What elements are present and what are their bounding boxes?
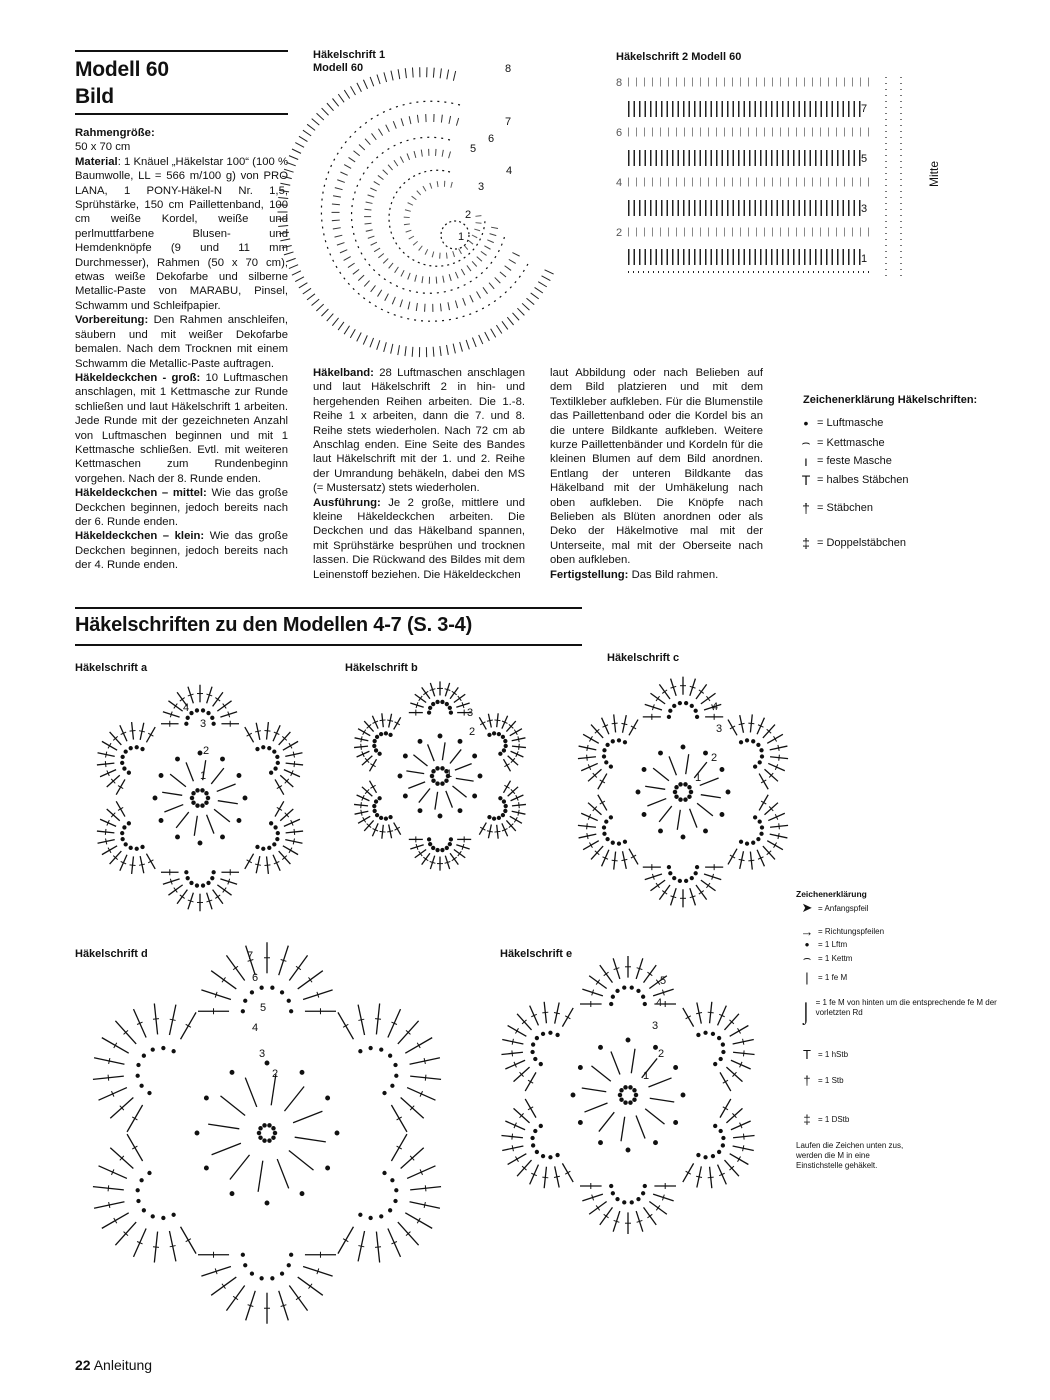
chart2-row-4: 4 [616,177,623,189]
material-text: : 1 Knäuel „Häkelstar 100“ (100 % Baumwolle, LL = 566 m/100 g) von PRO LANA, 1 PONY-Häkel-N Nr. 1,5, Sprühstärke, 150 cm Paillettenband, 100 cm weiße Kordel, weiße und perlmuttfarbene Blusen- und Hemdenknöpfe (9 und 11 mm Durchmesser), Rahmen (50 x 70 cm), etwas weiße Dekofarbe und silberne Metallic-Paste von MARABU, Pinsel, Schwamm und Schleifpapier. [75,155,288,312]
half-stitch-icon: T [801,472,811,488]
legend2-note: Laufen die Zeichen unten zus, werden die M in eine Einstichstelle gehäkelt. [796,1141,904,1170]
chart-d-round-5: 5 [260,1002,267,1014]
vorbereitung-text: Den Rahmen anschleifen, säubern und mit weißer Dekofarbe bemalen. Nach dem Trocknen mit einem Schwamm die Metallic-Paste auftragen. [75,314,288,370]
chart-d-label: Häkelschrift d [75,948,148,960]
chart1-label-line1: Häkelschrift 1 [313,49,386,61]
chart1-label-line2: Modell 60 [313,62,364,74]
dot-icon: • [803,415,809,431]
chart2-diagram [616,72,941,282]
legend1-item-text: = Kettmasche [817,436,885,449]
chart1-rings [282,72,550,352]
legend1-item-text: = Luftmasche [817,417,884,429]
text-column-right [550,366,763,582]
chart1-round-2: 2 [465,209,472,221]
legend2-item-fem-hinten [796,998,1021,1028]
legend2-item-hstb [796,1047,848,1062]
legend1-item-doppelstaebchen [795,535,906,551]
ausf-label: Ausführung: [313,496,381,509]
legend1-item-feste-masche [795,453,892,469]
chart2-row-2: 2 [616,227,623,239]
header-rule-bottom [75,113,288,115]
chart2-mitte-label: Mitte [927,160,941,187]
chart-e-diagram [480,955,770,1245]
legend1-item-luftmasche [795,415,883,431]
hook-bar-icon: ⌡ [799,1002,812,1024]
chart1-round-8: 8 [505,63,512,75]
legend2-item-text: = Anfangspfeil [818,903,869,913]
legend2-item-anfangspfeil [796,900,868,916]
chart-c-round-4: 4 [712,701,719,713]
chart-e-round-3: 3 [652,1020,659,1032]
fertig-text: Das Bild rahmen. [628,568,719,581]
dot-icon: • [804,937,810,952]
chart-c-round-1: 1 [695,772,702,784]
chart1-diagram [300,60,560,360]
legend1-item-kettmasche [795,434,885,451]
klein-text: Wie das große Deckchen beginnen, jedoch bereits nach der 4. Runde enden. [75,530,288,572]
chart2-row-7: 7 [861,103,868,115]
legend2-item-text: = 1 Kettm [818,953,853,963]
chart-a-round-2: 2 [203,745,210,757]
chart1-round-6: 6 [488,133,495,145]
chart2-row-6: 6 [616,127,623,139]
legend1-item-text: = Doppelstäbchen [817,537,906,549]
rahmen-label: Rahmengröße: [75,127,155,139]
title-line-2: Bild [75,85,114,108]
page-title [75,56,169,110]
band-label: Häkelband: [313,367,374,379]
chart-e-round-4: 4 [656,997,663,1009]
page-number: 22 [75,1357,91,1373]
page-footer [75,1357,152,1373]
chart-d-round-4: 4 [252,1022,259,1034]
chart-c-round-3: 3 [716,723,723,735]
mittel-text: Wie das große Deckchen beginnen, jedoch bereits nach der 6. Runde enden. [75,487,288,528]
stitch-icon: † [803,1073,811,1088]
chart-a-label: Häkelschrift a [75,662,148,674]
chart-c-round-2: 2 [711,752,718,764]
chart-d-round-7: 7 [247,950,254,962]
chart-b-diagram [340,678,540,878]
legend2-item-text: = 1 Lftm [818,940,848,949]
chart-e-round-5: 5 [660,975,667,987]
section2-rule-bottom [75,644,582,646]
chart-e-label: Häkelschrift e [500,948,573,960]
klein-label: Häkeldeckchen – klein: [75,530,205,543]
legend2-item-text: = 1 hStb [818,1050,849,1059]
double-stitch-icon: ‡ [802,535,810,551]
legend1-item-text: = halbes Stäbchen [817,474,909,486]
legend2-item-kettm [796,950,852,966]
legend2-item-dstb [796,1112,849,1127]
footer-section: Anleitung [93,1357,153,1373]
chart-d-round-6: 6 [252,972,259,984]
chart-c-diagram [555,672,805,912]
mittel-label: Häkeldeckchen – mittel: [75,487,207,500]
chart2-row-1: 1 [861,253,868,265]
title-line-1: Modell 60 [75,58,169,81]
chart-d-round-3: 3 [259,1048,266,1060]
chart1-round-5: 5 [470,143,477,155]
legend2-item-fem [796,970,847,985]
chart-e-round-1: 1 [643,1070,650,1082]
chart1-round-1: 1 [458,231,465,243]
stitch-icon: † [802,500,810,516]
chart-b-round-3: 3 [467,707,474,719]
chart-c-label: Häkelschrift c [607,652,680,664]
chart-b-round-2: 2 [469,726,476,738]
text-column-left [75,126,288,573]
bar-icon: ı [804,453,808,469]
chart-a-round-3: 3 [200,718,207,730]
rahmen-value: 50 x 70 cm [75,141,131,154]
half-stitch-icon: T [803,1047,811,1062]
chart-b-round-1: 1 [446,768,453,780]
chart-e-round-2: 2 [658,1048,665,1060]
legend2-title: Zeichenerklärung [796,889,867,899]
legend2-item-text: = Richtungspfeilen [818,927,885,936]
legend1-item-halbes-staebchen [795,472,908,488]
vorbereitung-label: Vorbereitung: [75,314,149,327]
legend2-item-text: = 1 DStb [818,1115,850,1124]
ausf-text: Je 2 große, mittlere und kleine Häkeldeckchen arbeiten. Die Deckchen und das Häkelband spannen, mit Sprühstärke besprühen und trocknen lassen. Die Rückwand des Bildes mit dem Leinenstoff beziehen. Die Häkeldeckchen [313,496,525,581]
direction-arrow-icon: → [800,924,814,939]
section2-title: Häkelschriften zu den Modellen 4-7 (S. 3-4) [75,614,473,636]
section2-rule-top [75,607,582,609]
legend1-title: Zeichenerklärung Häkelschriften: [803,394,978,406]
double-stitch-icon: ‡ [803,1112,811,1127]
fertig-label: Fertigstellung: [550,568,629,581]
chart2-row-5: 5 [861,153,868,165]
bar-icon: | [805,970,809,985]
chart1-round-7: 7 [505,116,512,128]
legend2-item-text: = 1 fe M von hinten um die entsprechende fe M der vorletzten Rd [815,998,997,1017]
legend2-item-text: = 1 Stb [818,1076,844,1085]
chart-a-round-4: 4 [183,702,190,714]
legend1-item-text: = feste Masche [817,455,892,467]
chart2-row-8: 8 [616,77,623,89]
start-arrow-icon: ➤ [801,900,813,915]
material-label: Material [75,155,118,168]
gross-label: Häkeldeckchen - groß: [75,371,201,384]
chart-d-round-2: 2 [272,1068,279,1080]
chart-b-label: Häkelschrift b [345,662,418,674]
legend1-item-text: = Stäbchen [817,502,873,514]
legend2-item-text: = 1 fe M [818,973,848,982]
chart-d-diagram [72,938,462,1328]
chart1-round-3: 3 [478,181,485,193]
chart-a-diagram [72,680,322,915]
right-text: laut Abbildung oder nach Belieben auf dem Bild platzieren und mit dem Textilkleber aufkleben. Für die Blumenstile das Paillettenband oder die Kordel bis an die untere Bildkante aufkleben. Weitere kurze Paillettenbänder und Kordeln für die kleinen Blumen auf dem Bild anordnen. Entlang der unteren Bildkante das Häkelband mit der Umhäkelung nach oben aufkleben. Die Knöpfe nach Belieben als Blüten anordnen oder als Deko der Häkelmotive mal mit der Unterseite, mal mit der Oberseite nach oben aufkleben. [550,367,763,567]
chart-a-round-1: 1 [200,770,207,782]
arc-icon: ⌢ [801,434,811,450]
chart1-round-4: 4 [506,165,513,177]
chart2-row-3: 3 [861,203,868,215]
chart2-label: Häkelschrift 2 Modell 60 [616,51,742,63]
legend2-item-stb [796,1073,844,1088]
gross-text: 10 Luftmaschen anschlagen, mit 1 Kettmasche zur Runde schließen und laut Häkelschrift 1 arbeiten. Jede Runde mit der gezeichneten Anzahl von Luftmaschen beginnen und mit 1 Kettmasche schließen. Evtl. mit weiteren Kettmaschen zum Rundenbeginn vorgehen. Nach der 8. Runde enden. [75,371,288,485]
legend1-item-staebchen [795,500,873,516]
header-rule-top [75,50,288,52]
text-column-middle [313,366,525,582]
arc-icon: ⌢ [802,950,812,965]
band-text: 28 Luftmaschen anschlagen und laut Häkelschrift 2 in hin- und hergehenden Reihen arbeiten. Die 1.-8. Reihe 1 x arbeiten, dann die 7. und 8. Reihe stets wiederholen. Nach 72 cm ab Anschlag enden. Eine Seite des Bandes laut Häkelschrift mit der 1. und 2. Reihe der Umrandung behäkeln, dabei den MS (= Mustersatz) stets wiederholen. [313,367,525,495]
